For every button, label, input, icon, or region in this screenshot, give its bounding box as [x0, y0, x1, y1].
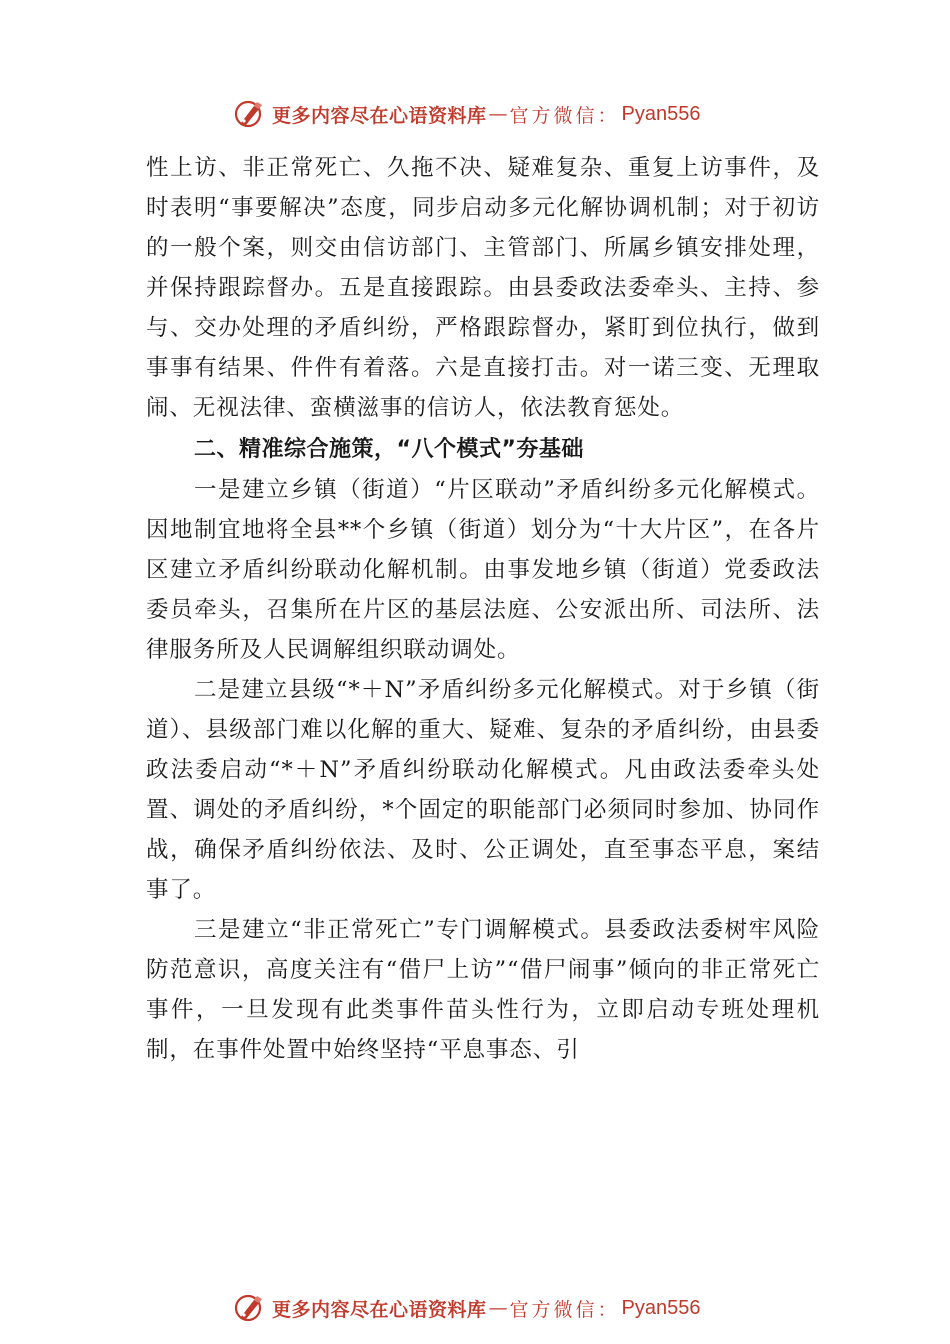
pen-nib-circle-icon [232, 97, 266, 131]
watermark-dash: — [488, 1297, 508, 1319]
watermark-wechat-label: 官方微信： [509, 104, 620, 127]
watermark-wechat-id: Pyan556 [621, 102, 701, 125]
header-watermark [232, 96, 701, 132]
paragraph-model-3: 三是建立“非正常死亡”专门调解模式。县委政法委树牢风险防范意识，高度关注有“借尸上访”“借尸闹事”倾向的非正常死亡事件，一旦发现有此类事件苗头性行为，立即启动专班处理机制，在事件处置中始终坚持“平息事态、引 [146, 917, 820, 1063]
watermark-wechat-label: 官方微信： [509, 1298, 620, 1321]
watermark-dash: — [488, 103, 508, 125]
paragraph-model-2: 二是建立县级“*＋N”矛盾纠纷多元化解模式。对于乡镇（街道）、县级部门难以化解的重大、疑难、复杂的矛盾纠纷，由县委政法委启动“*＋N”矛盾纠纷联动化解模式。凡由政法委牵头处置、调处的矛盾纠纷，*个固定的职能部门必须同时参加、协同作战，确保矛盾纠纷依法、及时、公正调处，直至事态平息，案结事了。 [146, 677, 820, 903]
paragraph-model-1: 一是建立乡镇（街道）“片区联动”矛盾纠纷多元化解模式。因地制宜地将全县**个乡镇（街道）划分为“十大片区”，在各片区建立矛盾纠纷联动化解机制。由事发地乡镇（街道）党委政法委员牵头，召集所在片区的基层法庭、公安派出所、司法所、法律服务所及人民调解组织联动调处。 [146, 477, 820, 663]
pen-nib-circle-icon [232, 1291, 266, 1325]
paragraph-intro: 性上访、非正常死亡、久拖不决、疑难复杂、重复上访事件，及时表明“事要解决”态度，同步启动多元化解协调机制；对于初访的一般个案，则交由信访部门、主管部门、所属乡镇安排处理，并保持跟踪督办。五是直接跟踪。由县委政法委牵头、主持、参与、交办处理的矛盾纠纷，严格跟踪督办，紧盯到位执行，做到事事有结果、件件有着落。六是直接打击。对一诺三变、无理取闹、无视法律、蛮横滋事的信访人，依法教育惩处。 [146, 155, 820, 421]
watermark-brand: 更多内容尽在心语资料库 [272, 1298, 487, 1321]
watermark-wechat-id: Pyan556 [621, 1296, 701, 1319]
footer-watermark [232, 1290, 701, 1326]
document-body [146, 148, 820, 1070]
watermark-brand: 更多内容尽在心语资料库 [272, 104, 487, 127]
section-heading: 二、精准综合施策，“八个模式”夯基础 [194, 437, 584, 462]
